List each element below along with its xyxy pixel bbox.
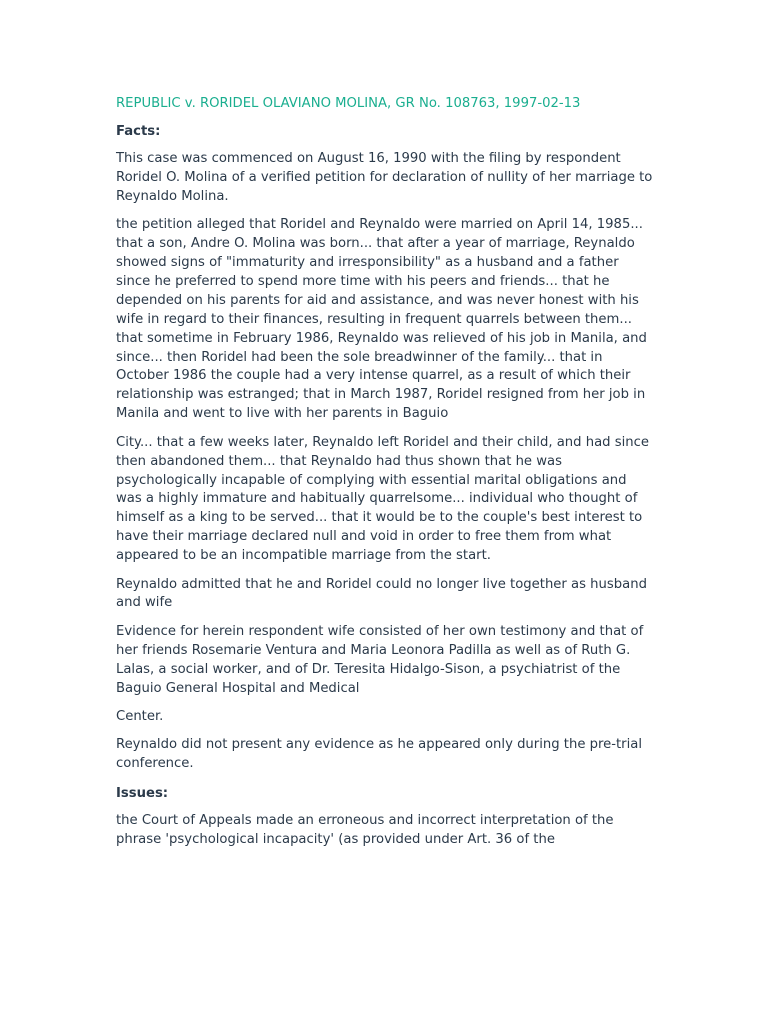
facts-paragraph: the petition alleged that Roridel and Reynaldo were married on April 14, 1985... that a son, Andre O. Molina was born... that after a year of marriage, Reynaldo showed signs of "immaturity and irresponsibility" as a husband and a father since he preferred to spend more time with his peers and friends... that he depended on his parents for aid and assistance, and was never honest with his wife in regard to their finances, resulting in frequent quarrels between them... that sometime in February 1986, Reynaldo was relieved of his job in Manila, and since... then Roridel had been the sole breadwinner of the family... that in October 1986 the couple had a very intense quarrel, as a result of which their relationship was estranged; that in March 1987, Roridel resigned from her job in Manila and went to live with her parents in Baguio	[116, 217, 647, 422]
facts-paragraph: This case was commenced on August 16, 1990 with the filing by respondent Roridel O. Molina of a verified petition for declaration of nullity of her marriage to Reynaldo Molina.	[116, 151, 653, 204]
issues-paragraph: the Court of Appeals made an erroneous and incorrect interpretation of the phrase 'psychological incapacity' (as provided under Art. 36 of the	[116, 812, 614, 847]
facts-paragraph: City... that a few weeks later, Reynaldo left Roridel and their child, and had since then abandoned them... that Reynaldo had thus shown that he was psychologically incapable of complying with essential marital obligations and was a highly immature and habitually quarrelsome... individual who thought of himself as a king to be served... that it would be to the couple's best interest to have their marriage declared null and void in order to free them from what appeared to be an incompatible marriage from the start.	[116, 434, 649, 564]
facts-paragraph: Reynaldo admitted that he and Roridel could no longer live together as husband and wife	[116, 576, 647, 611]
facts-heading: Facts:	[116, 124, 161, 139]
case-title: REPUBLIC v. RORIDEL OLAVIANO MOLINA, GR No. 108763, 1997-02-13	[116, 96, 581, 111]
document-page	[116, 94, 656, 859]
facts-paragraph: Reynaldo did not present any evidence as he appeared only during the pre-trial conference.	[116, 737, 643, 772]
issues-heading: Issues:	[116, 785, 169, 801]
facts-paragraph: Center.	[116, 708, 164, 724]
facts-paragraph: Evidence for herein respondent wife consisted of her own testimony and that of her friends Rosemarie Ventura and Maria Leonora Padilla as well as of Ruth G. Lalas, a social worker, and of Dr. Teresita Hidalgo-Sison, a psychiatrist of the Baguio General Hospital and Medical	[116, 623, 644, 696]
